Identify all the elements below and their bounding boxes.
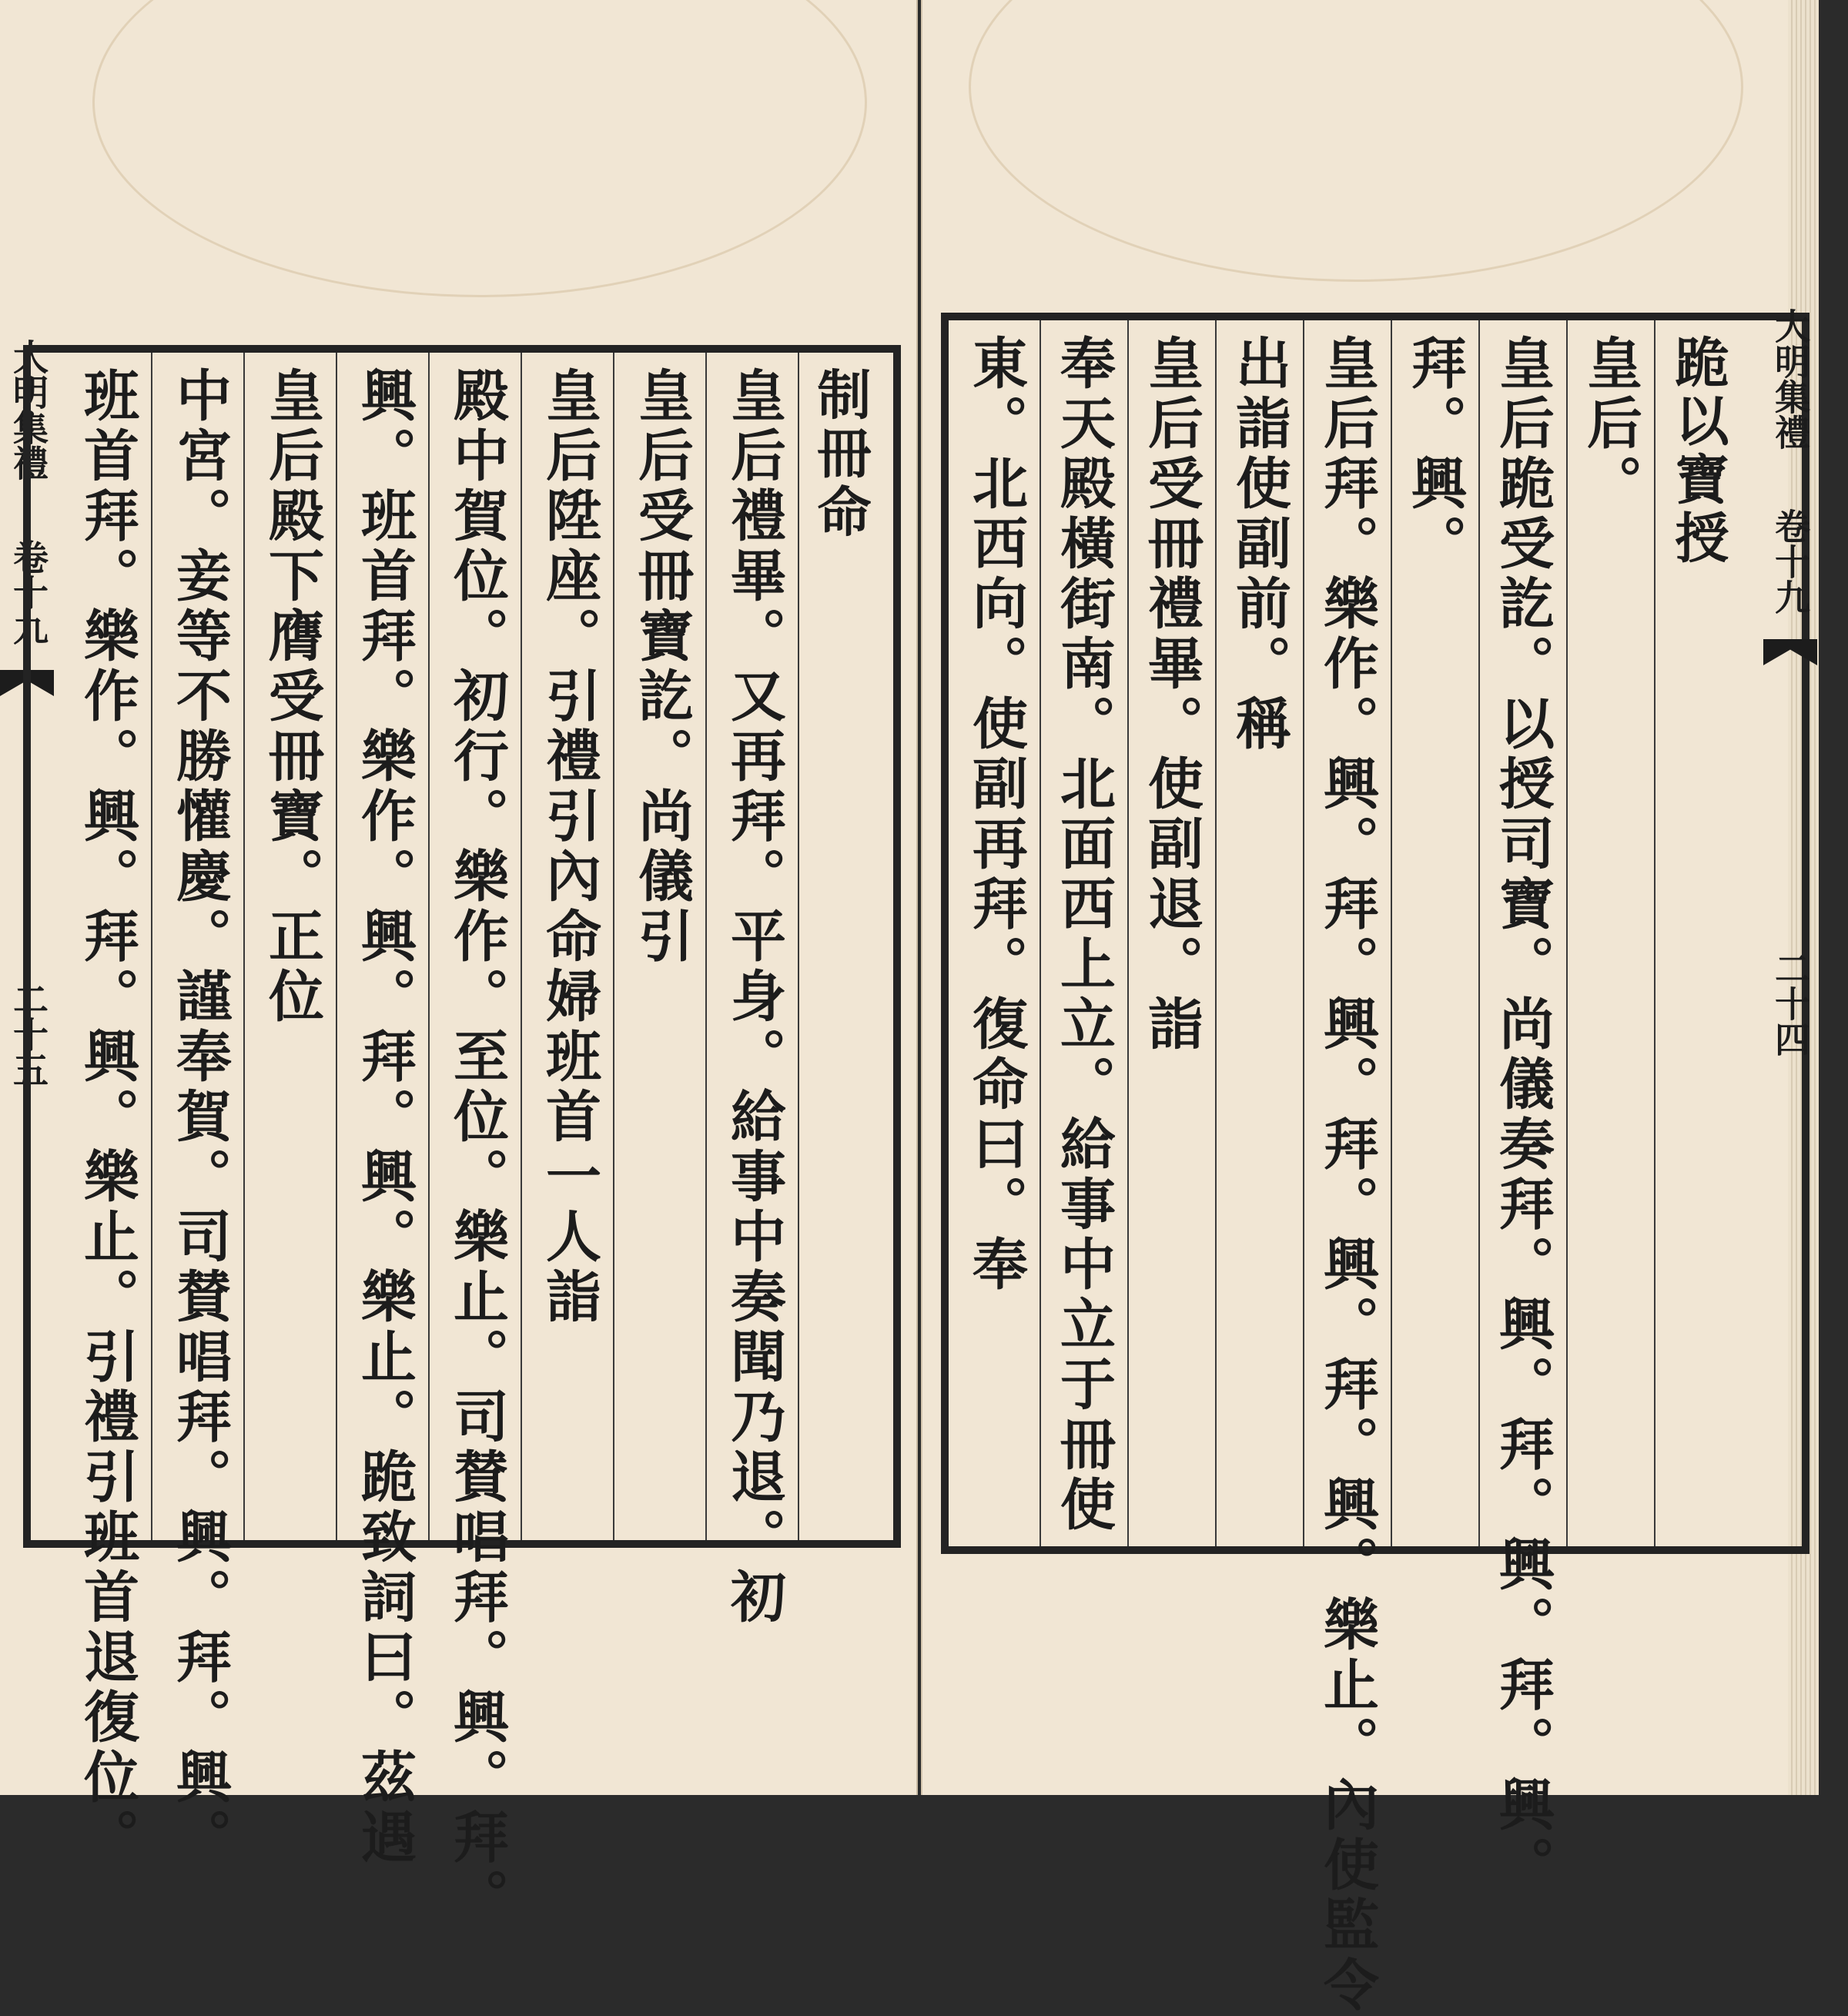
text-column-8: 中宮。妾等不勝懽慶。謹奉賀。司賛唱拜。興。拜。興。 <box>167 367 233 1868</box>
column-rule <box>428 353 430 1540</box>
column-rule <box>1303 320 1304 1546</box>
right-banxin <box>1762 308 1819 1556</box>
banxin-volume: 卷十九 <box>8 539 49 646</box>
column-rule <box>336 353 337 1540</box>
column-rule <box>521 353 522 1540</box>
column-rule <box>1215 320 1217 1546</box>
text-column-1: 跪以寶授 <box>1666 334 1730 568</box>
water-stain <box>92 0 867 297</box>
column-rule <box>1478 320 1480 1546</box>
column-rule <box>151 353 152 1540</box>
column-rule <box>1566 320 1568 1546</box>
banxin-title: 大明集禮 <box>8 339 49 481</box>
text-column-5: 皇后拜。樂作。興。拜。興。拜。興。拜。興。樂止。內使監令 <box>1314 334 1380 2016</box>
banxin-leaf: 二十五 <box>8 981 49 1088</box>
banxin-leaf: 二十四 <box>1769 950 1811 1057</box>
column-rule <box>798 353 799 1540</box>
text-column-8: 奉天殿橫街南。北面西上立。給事中立于冊使 <box>1051 334 1116 1535</box>
column-rule <box>1391 320 1392 1546</box>
column-rule <box>1654 320 1656 1546</box>
text-column-2: 皇后。 <box>1578 334 1643 514</box>
water-stain <box>969 0 1743 282</box>
text-column-6: 興。班首拜。樂作。興。拜。興。樂止。跪致詞曰。茲遇 <box>352 367 417 1868</box>
text-column-9: 東。北西向。使副再拜。復命曰。奉 <box>963 334 1029 1295</box>
text-column-4: 皇后陞座。引禮引內命婦班首一人詣 <box>537 367 602 1328</box>
left-page <box>0 0 918 1928</box>
text-column-2: 皇后禮畢。又再拜。平身。給事中奏聞乃退。初 <box>721 367 787 1628</box>
text-column-1: 制冊命 <box>808 367 872 542</box>
text-column-3: 皇后跪受訖。以授司寶。尚儀奏拜。興。拜。興。拜。興。 <box>1490 334 1555 1896</box>
text-column-6: 出詣使副前。稱 <box>1227 334 1292 755</box>
text-column-5: 殿中賀位。初行。樂作。至位。樂止。司賛唱拜。興。拜。 <box>444 367 510 1928</box>
text-column-3: 皇后受冊寶訖。尚儀引 <box>629 367 695 967</box>
column-rule <box>1040 320 1041 1546</box>
column-rule <box>243 353 245 1540</box>
text-column-7: 皇后受冊禮畢。使副退。詣 <box>1139 334 1204 1055</box>
text-column-7: 皇后殿下膺受冊寶。正位 <box>259 367 325 1027</box>
right-text-frame <box>941 313 1810 2016</box>
banxin-title: 大明集禮 <box>1769 308 1811 450</box>
banxin-volume: 卷十九 <box>1769 508 1811 615</box>
text-column-4: 拜。興。 <box>1402 334 1468 574</box>
column-rule <box>705 353 707 1540</box>
column-rule <box>613 353 614 1540</box>
left-text-frame <box>23 345 901 1928</box>
column-rule <box>1127 320 1129 1546</box>
text-column-9: 班首拜。樂作。興。拜。興。樂止。引禮引班首退復位。 <box>75 367 140 1868</box>
